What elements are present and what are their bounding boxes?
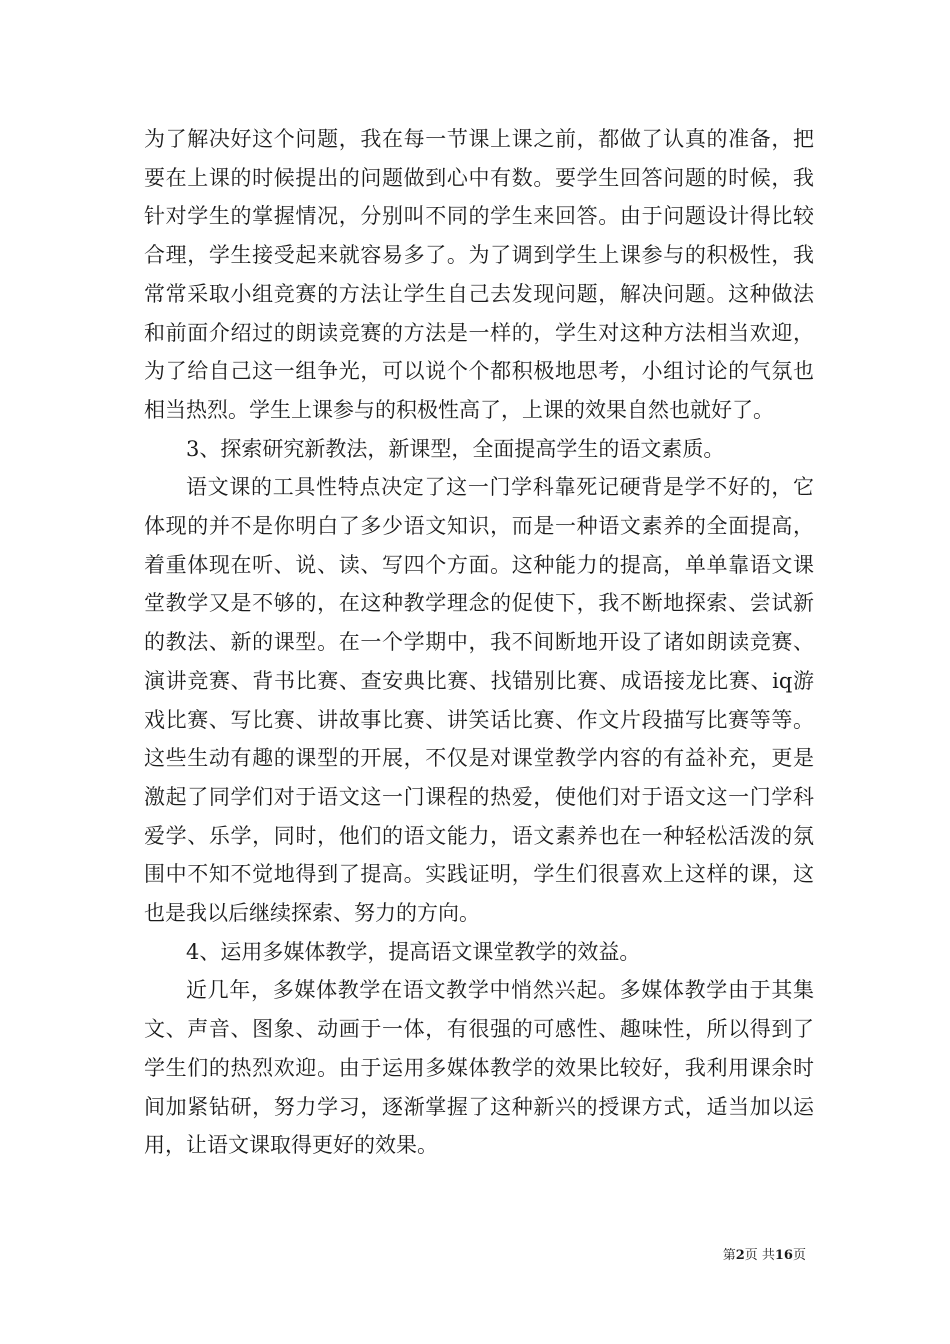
section-heading-4: 4、运用多媒体教学，提高语文课堂教学的效益。 [186, 939, 641, 964]
paragraph-3: 近几年，多媒体教学在语文教学中悄然兴起。多媒体教学由于其集文、声音、图象、动画于一体，有很强的可感性、趣味性，所以得到了学生们的热烈欢迎。由于运用多媒体教学的效果比较好，我利用课余时间加紧钻研，努力学习，逐渐掌握了这种新兴的授课方式，适当加以运用，让语文课取得更好的效果。 [144, 978, 814, 1158]
current-page-number: 2 [735, 1248, 745, 1263]
total-page-count: 16 [774, 1248, 793, 1263]
document-body [144, 120, 814, 1165]
footer-middle: 页 共 [744, 1248, 775, 1263]
paragraph-2: 语文课的工具性特点决定了这一门学科靠死记硬背是学不好的，它体现的并不是你明白了多少语文知识，而是一种语文素养的全面提高，着重体现在听、说、读、写四个方面。这种能力的提高，单单靠语文课堂教学又是不够的，在这种教学理念的促使下，我不断地探索、尝试新的教法、新的课型。在一个学期中，我不间断地开设了诸如朗读竞赛、演讲竞赛、背书比赛、查安典比赛、找错别比赛、成语接龙比赛、iq游戏比赛、写比赛、讲故事比赛、讲笑话比赛、作文片段描写比赛等等。这些生动有趣的课型的开展，不仅是对课堂教学内容的有益补充，更是激起了同学们对于语文这一门课程的热爱，使他们对于语文这一门学科爱学、乐学，同时，他们的语文能力，语文素养也在一种轻松活泼的氛围中不知不觉地得到了提高。实践证明，学生们很喜欢上这样的课，这也是我以后继续探索、努力的方向。 [144, 475, 814, 926]
footer-suffix: 页 [792, 1248, 806, 1263]
footer-prefix: 第 [722, 1248, 736, 1263]
paragraph-1: 为了解决好这个问题，我在每一节课上课之前，都做了认真的准备，把要在上课的时候提出的问题做到心中有数。要学生回答问题的时候，我针对学生的掌握情况，分别叫不同的学生来回答。由于问题设计得比较合理，学生接受起来就容易多了。为了调到学生上课参与的积极性，我常常采取小组竞赛的方法让学生自己去发现问题，解决问题。这种做法和前面介绍过的朗读竞赛的方法是一样的，学生对这种方法相当欢迎，为了给自己这一组争光，可以说个个都积极地思考，小组讨论的气氛也相当热烈。学生上课参与的积极性高了，上课的效果自然也就好了。 [144, 127, 814, 422]
section-heading-3: 3、探索研究新教法，新课型，全面提高学生的语文素质。 [186, 436, 725, 461]
page-number-footer [723, 1244, 806, 1263]
